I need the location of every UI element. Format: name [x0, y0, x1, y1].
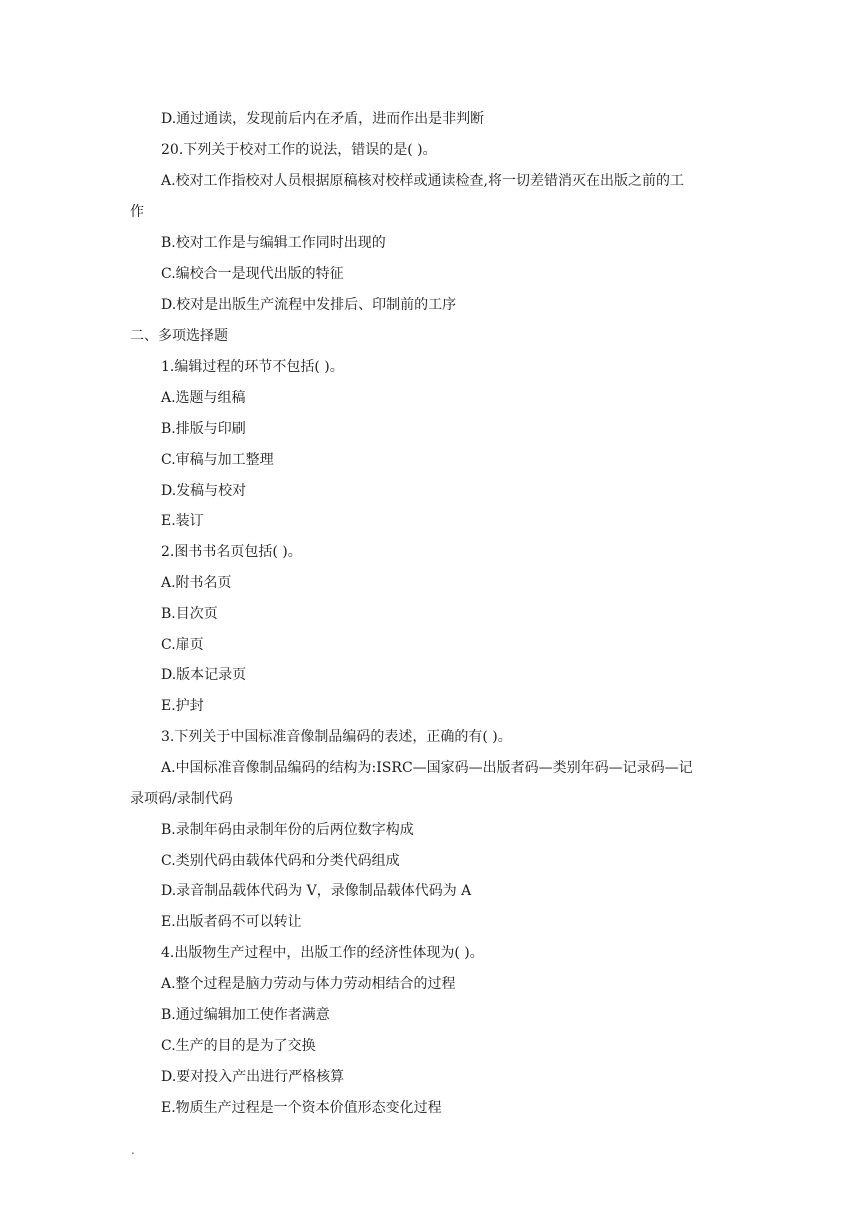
- option-c-q20: C.编校合一是现代出版的特征: [161, 266, 344, 282]
- section-heading-multiple-choice: 二、多项选择题: [130, 328, 228, 344]
- option-e-q3: E.出版者码不可以转让: [161, 914, 302, 930]
- question-3: 3.下列关于中国标准音像制品编码的表述，正确的有( )。: [161, 729, 512, 745]
- option-d-q19: D.通过通读，发现前后内在矛盾，进而作出是非判断: [161, 111, 485, 127]
- option-a-q3: A.中国标准音像制品编码的结构为:ISRC—国家码—出版者码—类别年码—记录码—记: [161, 760, 693, 776]
- option-b-q2: B.目次页: [161, 606, 218, 622]
- option-e-q2: E.护封: [161, 698, 204, 714]
- option-a-q3-continued: 录项码/录制代码: [130, 791, 233, 807]
- option-b-q1: B.排版与印刷: [161, 421, 246, 437]
- page-footer-mark: .: [131, 1143, 135, 1157]
- option-e-q1: E.装订: [161, 513, 204, 529]
- question-2: 2.图书书名页包括( )。: [161, 544, 302, 560]
- option-a-q20: A.校对工作指校对人员根据原稿核对校样或通读检查,将一切差错消灭在出版之前的工: [161, 173, 685, 189]
- option-c-q4: C.生产的目的是为了交换: [161, 1038, 316, 1054]
- option-a-q20-continued: 作: [130, 204, 144, 220]
- option-a-q1: A.选题与组稿: [161, 390, 246, 406]
- question-1: 1.编辑过程的环节不包括( )。: [161, 359, 344, 375]
- option-d-q4: D.要对投入产出进行严格核算: [161, 1069, 345, 1085]
- option-c-q1: C.审稿与加工整理: [161, 452, 274, 468]
- option-b-q3: B.录制年码由录制年份的后两位数字构成: [161, 822, 414, 838]
- option-d-q3: D.录音制品载体代码为 V，录像制品载体代码为 A: [161, 883, 472, 899]
- option-d-q2: D.版本记录页: [161, 667, 247, 683]
- option-c-q2: C.扉页: [161, 637, 204, 653]
- option-c-q3: C.类别代码由载体代码和分类代码组成: [161, 853, 400, 869]
- option-d-q1: D.发稿与校对: [161, 483, 247, 499]
- option-d-q20: D.校对是出版生产流程中发排后、印制前的工序: [161, 297, 457, 313]
- option-a-q4: A.整个过程是脑力劳动与体力劳动相结合的过程: [161, 976, 456, 992]
- option-b-q4: B.通过编辑加工使作者满意: [161, 1007, 330, 1023]
- option-b-q20: B.校对工作是与编辑工作同时出现的: [161, 235, 386, 251]
- option-e-q4: E.物质生产过程是一个资本价值形态变化过程: [161, 1100, 442, 1116]
- question-20: 20.下列关于校对工作的说法，错误的是( )。: [161, 142, 437, 158]
- option-a-q2: A.附书名页: [161, 575, 232, 591]
- question-4: 4.出版物生产过程中，出版工作的经济性体现为( )。: [161, 945, 484, 961]
